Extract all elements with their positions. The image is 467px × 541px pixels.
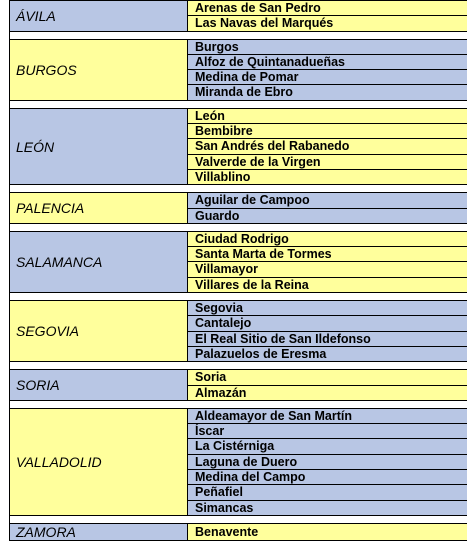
town-name: Ciudad Rodrigo xyxy=(188,232,467,247)
town-list xyxy=(188,370,467,401)
spacer-cell xyxy=(10,100,467,108)
province-name: SORIA xyxy=(10,370,188,401)
table-body xyxy=(10,1,467,541)
province-row xyxy=(10,1,467,32)
town-name: El Real Sitio de San Ildefonso xyxy=(188,332,467,347)
spacer-row xyxy=(10,223,467,231)
town-name: Miranda de Ebro xyxy=(195,85,293,100)
town-name: Palazuelos de Eresma xyxy=(195,346,327,361)
province-name: ZAMORA xyxy=(10,523,188,540)
town-name: Aldeamayor de San Martín xyxy=(188,409,467,424)
province-name: VALLADOLID xyxy=(10,408,188,515)
province-name: BURGOS xyxy=(10,39,188,100)
spacer-row xyxy=(10,31,467,39)
town-name: Segovia xyxy=(188,301,467,316)
province-row xyxy=(10,523,467,540)
town-list xyxy=(188,193,467,224)
spacer-row xyxy=(10,293,467,301)
spacer-row xyxy=(10,362,467,370)
town-list xyxy=(188,301,467,362)
town-name: Las Navas del Marqués xyxy=(195,16,334,31)
spacer-cell xyxy=(10,362,467,370)
province-name: SALAMANCA xyxy=(10,231,188,292)
town-name: Villares de la Reina xyxy=(195,277,309,292)
town-name: Medina de Pomar xyxy=(188,70,467,85)
town-name: Soria xyxy=(188,370,467,385)
town-name: León xyxy=(188,109,467,124)
town-name: La Cistérniga xyxy=(188,439,467,454)
town-name: Benavente xyxy=(195,524,259,539)
town-name: Peñafiel xyxy=(188,485,467,500)
spacer-row xyxy=(10,515,467,523)
spacer-cell xyxy=(10,400,467,408)
town-name: Burgos xyxy=(188,40,467,55)
province-row xyxy=(10,193,467,224)
town-name: Alfoz de Quintanadueñas xyxy=(188,55,467,70)
province-name: PALENCIA xyxy=(10,193,188,224)
town-list xyxy=(188,231,467,292)
town-list xyxy=(188,523,467,540)
province-name: ÁVILA xyxy=(10,1,188,32)
province-name: LEÓN xyxy=(10,108,188,184)
town-name: Aguilar de Campoo xyxy=(188,193,467,208)
province-row xyxy=(10,301,467,362)
town-name: Medina del Campo xyxy=(188,470,467,485)
spacer-cell xyxy=(10,515,467,523)
town-list xyxy=(188,1,467,32)
town-name: Villablino xyxy=(195,169,251,184)
town-list xyxy=(188,408,467,515)
town-name: Íscar xyxy=(188,424,467,439)
town-name: Cantalejo xyxy=(188,316,467,331)
town-name: Santa Marta de Tormes xyxy=(188,247,467,262)
province-towns-table xyxy=(9,0,467,541)
town-name: Valverde de la Virgen xyxy=(188,155,467,170)
town-list xyxy=(188,108,467,184)
town-name: Villamayor xyxy=(188,262,467,277)
town-name: San Andrés del Rabanedo xyxy=(188,139,467,154)
town-name: Guardo xyxy=(195,208,240,223)
province-name: SEGOVIA xyxy=(10,301,188,362)
spacer-cell xyxy=(10,31,467,39)
spacer-row xyxy=(10,185,467,193)
province-row xyxy=(10,370,467,401)
town-name: Almazán xyxy=(195,385,247,400)
province-row xyxy=(10,408,467,515)
spacer-cell xyxy=(10,293,467,301)
spacer-row xyxy=(10,100,467,108)
town-list xyxy=(188,39,467,100)
spacer-cell xyxy=(10,223,467,231)
province-row xyxy=(10,231,467,292)
town-name: Laguna de Duero xyxy=(188,455,467,470)
town-name: Arenas de San Pedro xyxy=(188,1,467,16)
province-row xyxy=(10,39,467,100)
spacer-cell xyxy=(10,185,467,193)
town-name: Bembibre xyxy=(188,124,467,139)
town-name: Simancas xyxy=(195,500,254,515)
spacer-row xyxy=(10,400,467,408)
province-row xyxy=(10,108,467,184)
